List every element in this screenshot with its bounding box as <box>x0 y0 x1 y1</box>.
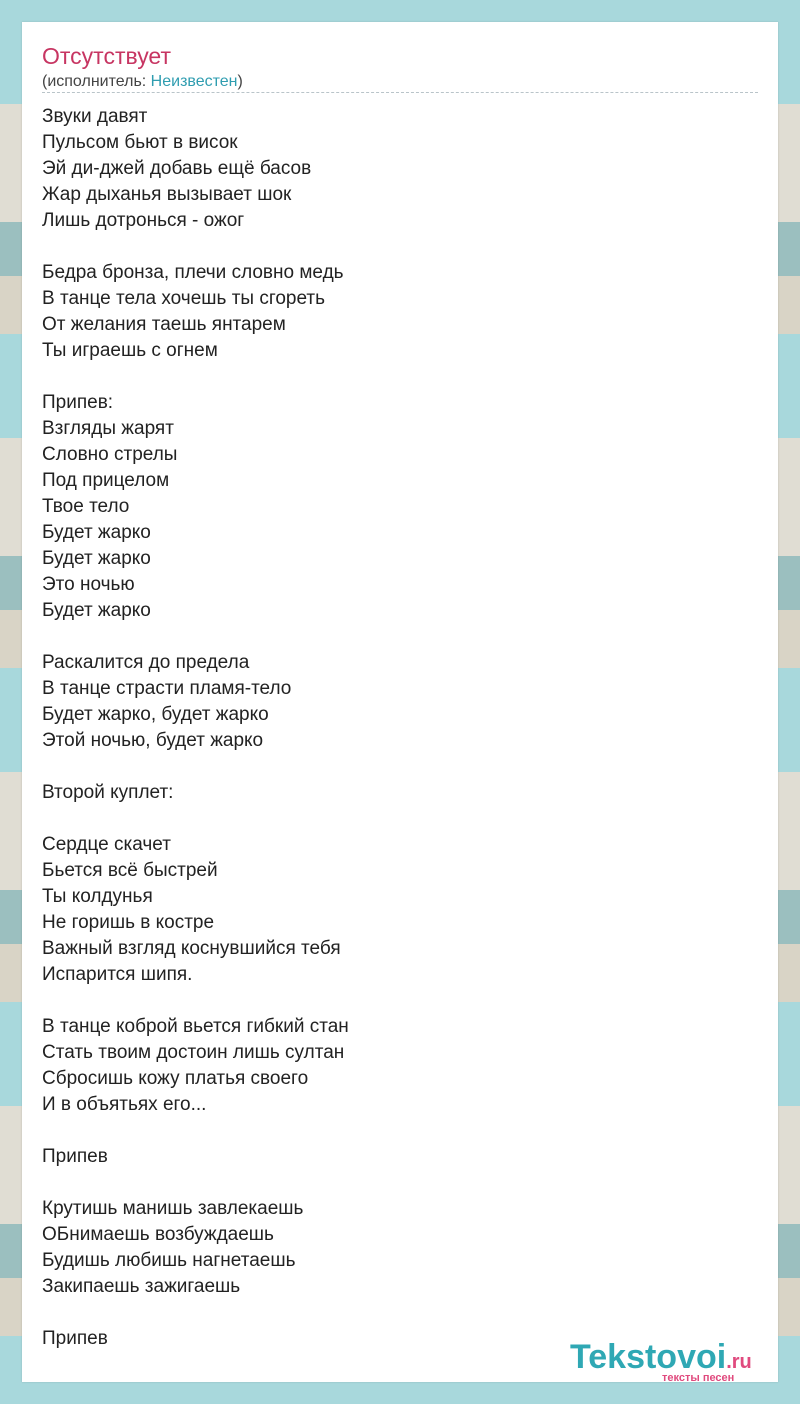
site-logo[interactable] <box>570 1338 775 1382</box>
lyric-blank-line <box>42 988 349 1014</box>
lyric-line: Закипаешь зажигаешь <box>42 1276 241 1297</box>
lyric-line: Ты играешь с огнем <box>42 340 218 361</box>
logo-main-text: Tekstovoi <box>570 1338 727 1376</box>
lyric-line: Припев <box>42 1328 108 1349</box>
lyric-line: Словно стрелы <box>42 444 178 465</box>
lyric-line: Пульсом бьют в висок <box>42 132 238 153</box>
lyric-line: Раскалится до предела <box>42 652 250 673</box>
lyric-line: Этой ночью, будет жарко <box>42 730 264 751</box>
lyric-line: Под прицелом <box>42 470 170 491</box>
lyric-line: Второй куплет: <box>42 782 174 803</box>
lyric-line: Испарится шипя. <box>42 964 193 985</box>
lyric-blank-line <box>42 364 349 390</box>
lyric-line: Бедра бронза, плечи словно медь <box>42 262 344 283</box>
lyric-line: Будет жарко, будет жарко <box>42 704 269 725</box>
artist-link[interactable]: Неизвестен <box>150 73 238 90</box>
lyric-line: В танце коброй вьется гибкий стан <box>42 1016 349 1037</box>
lyric-line: ОБнимаешь возбуждаешь <box>42 1224 274 1245</box>
lyric-line: Стать твоим достоин лишь султан <box>42 1042 345 1063</box>
lyric-blank-line <box>42 754 349 780</box>
lyric-line: Лишь дотронься - ожог <box>42 210 245 231</box>
artist-prefix: (исполнитель: <box>42 73 151 90</box>
lyric-blank-line <box>42 1118 349 1144</box>
lyric-line: Важный взгляд коснувшийся тебя <box>42 938 341 959</box>
lyric-blank-line <box>42 1170 349 1196</box>
logo-tagline: тексты песен <box>662 1372 735 1384</box>
lyrics-text <box>42 104 349 1352</box>
lyrics-card <box>22 22 778 1382</box>
lyric-line: Крутишь манишь завлекаешь <box>42 1198 304 1219</box>
artist-suffix: ) <box>237 73 243 90</box>
lyric-line: Припев <box>42 1146 108 1167</box>
lyric-line: Не горишь в костре <box>42 912 215 933</box>
lyric-line: Сбросишь кожу платья своего <box>42 1068 309 1089</box>
lyric-line: Жар дыханья вызывает шок <box>42 184 292 205</box>
lyric-line: Твое тело <box>42 496 130 517</box>
lyric-line: Это ночью <box>42 574 135 595</box>
lyric-line: И в объятьях его... <box>42 1094 207 1115</box>
title-divider <box>42 92 758 93</box>
lyric-line: В танце тела хочешь ты сгореть <box>42 288 326 309</box>
lyric-blank-line <box>42 1300 349 1326</box>
lyric-blank-line <box>42 806 349 832</box>
lyric-line: Эй ди-джей добавь ещё басов <box>42 158 312 179</box>
lyric-line: От желания таешь янтарем <box>42 314 286 335</box>
lyric-line: Будишь любишь нагнетаешь <box>42 1250 296 1271</box>
lyric-line: Взгляды жарят <box>42 418 174 439</box>
lyric-line: Ты колдунья <box>42 886 153 907</box>
lyric-line: В танце страсти пламя-тело <box>42 678 292 699</box>
lyric-line: Бьется всё быстрей <box>42 860 218 881</box>
lyric-blank-line <box>42 234 349 260</box>
lyric-line: Сердце скачет <box>42 834 171 855</box>
song-title: Отсутствует <box>42 43 171 69</box>
lyric-line: Звуки давят <box>42 106 148 127</box>
lyric-line: Будет жарко <box>42 600 151 621</box>
lyric-blank-line <box>42 624 349 650</box>
lyric-line: Припев: <box>42 392 114 413</box>
lyric-line: Будет жарко <box>42 548 151 569</box>
logo-tld: .ru <box>726 1351 752 1373</box>
artist-line <box>42 72 243 92</box>
lyric-line: Будет жарко <box>42 522 151 543</box>
